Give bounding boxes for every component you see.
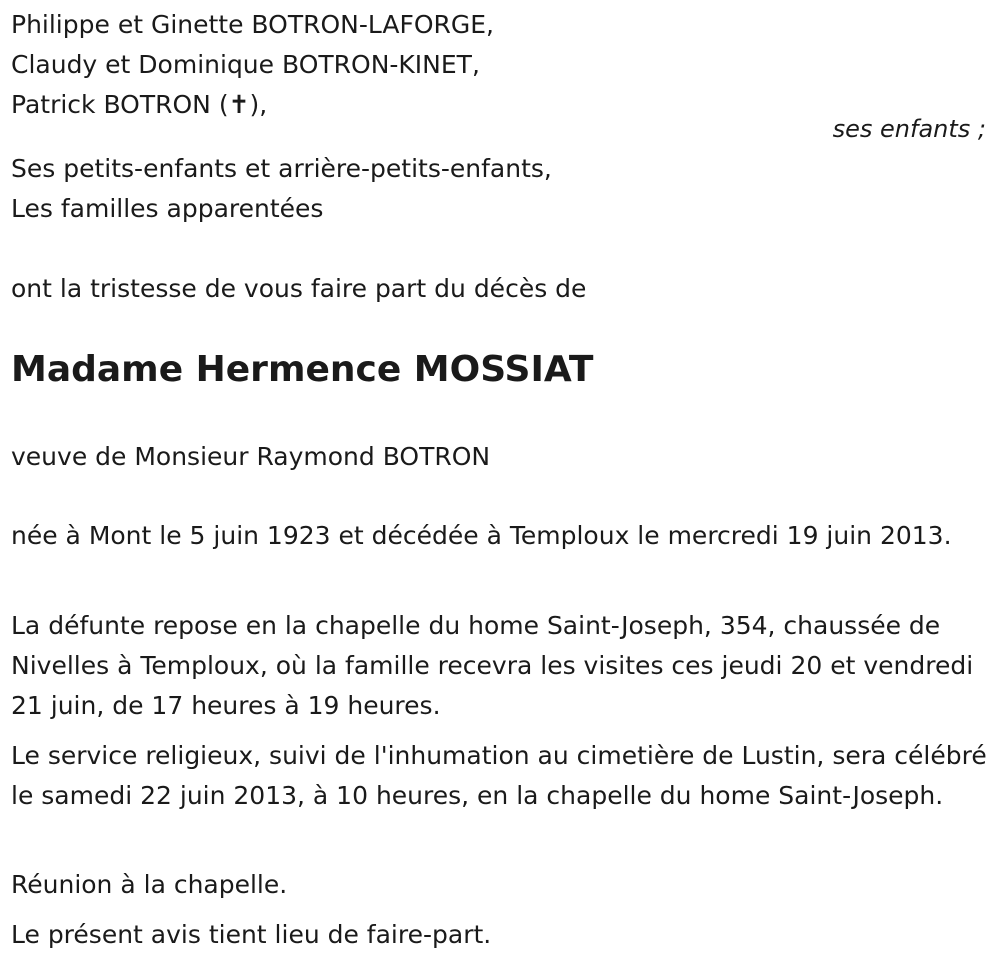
deceased-name: Madame Hermence MOSSIAT	[11, 349, 594, 390]
service-paragraph: Le service religieux, suivi de l'inhumation au cimetière de Lustin, sera célébré le samedi 22 juin 2013, à 10 heures, en la chapelle du home Saint-Joseph.	[11, 741, 987, 810]
child-line: Claudy et Dominique BOTRON-KINET,	[11, 50, 480, 79]
announcement-text: ont la tristesse de vous faire part du décès de	[11, 274, 587, 303]
notice-paragraph: Le présent avis tient lieu de faire-part.	[11, 920, 492, 949]
children-role-label: ses enfants ;	[832, 115, 986, 143]
other-family-list	[11, 149, 552, 229]
spouse-text: veuve de Monsieur Raymond BOTRON	[11, 442, 491, 471]
family-line: Les familles apparentées	[11, 194, 324, 223]
resting-place-paragraph: La défunte repose en la chapelle du home Saint-Joseph, 354, chaussée de Nivelles à Temploux, où la famille recevra les visites ces jeudi 20 et vendredi 21 juin, de 17 heures à 19 heures.	[11, 611, 974, 720]
meeting-paragraph: Réunion à la chapelle.	[11, 870, 288, 899]
children-list	[11, 5, 494, 125]
birth-death-paragraph: née à Mont le 5 juin 1923 et décédée à Temploux le mercredi 19 juin 2013.	[11, 521, 952, 550]
child-line: Patrick BOTRON (✝),	[11, 90, 268, 119]
child-line: Philippe et Ginette BOTRON-LAFORGE,	[11, 10, 495, 39]
family-line: Ses petits-enfants et arrière-petits-enfants,	[11, 154, 552, 183]
